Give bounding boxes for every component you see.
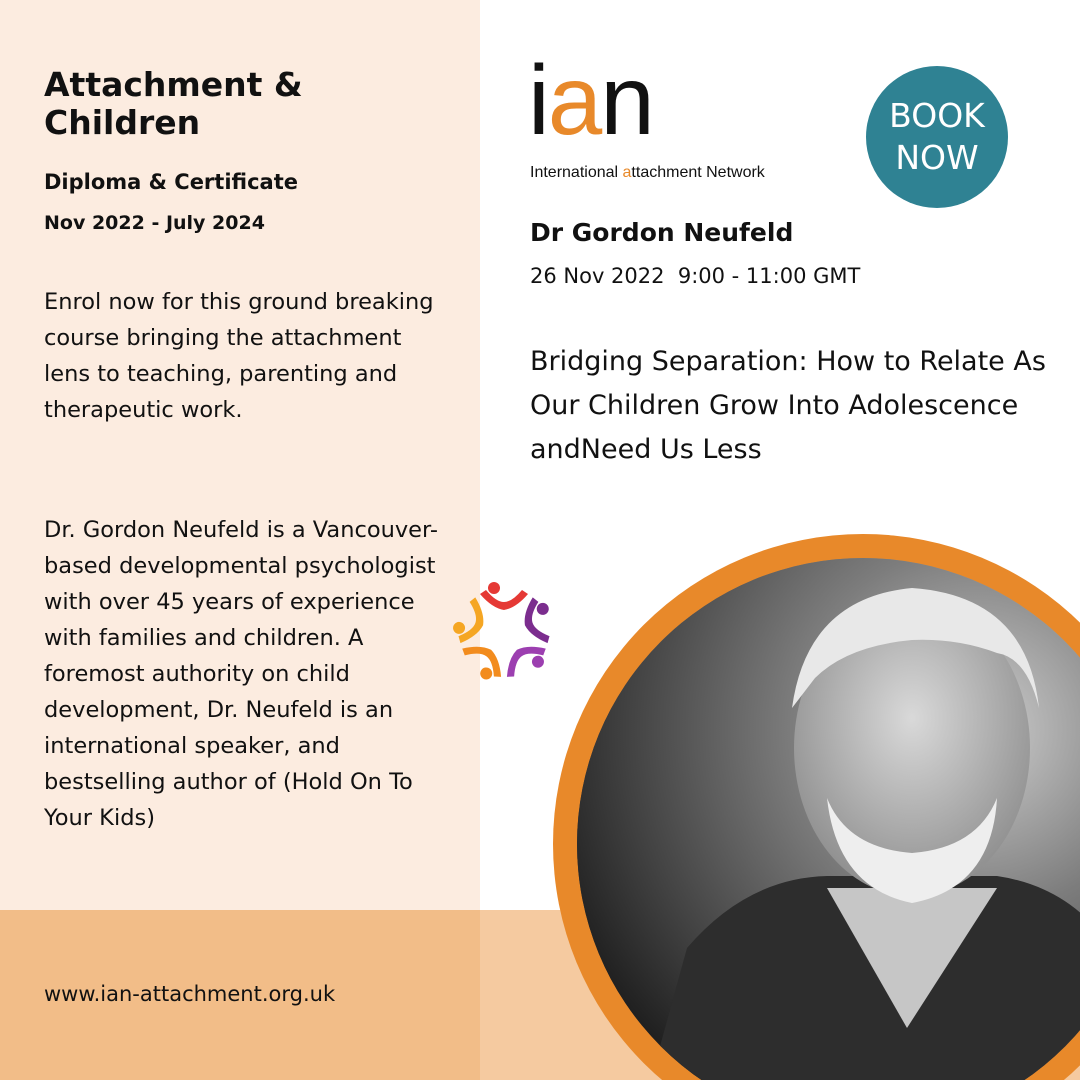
logo-wordmark xyxy=(528,45,653,155)
logo-letter-n: n xyxy=(600,45,653,155)
logo-letter-i: i xyxy=(528,45,548,155)
ian-logo xyxy=(528,45,828,190)
website-link[interactable]: www.ian-attachment.org.uk xyxy=(44,982,336,1006)
talk-title: Bridging Separation: How to Relate As Our Children Grow Into Adolescence andNeed Us Less xyxy=(530,346,1046,465)
tagline-accent: a xyxy=(622,164,632,181)
tagline-pre: International xyxy=(530,164,623,181)
event-datetime: 26 Nov 2022 9:00 - 11:00 GMT xyxy=(530,264,861,288)
people-circle-icon xyxy=(448,576,560,688)
course-description: Enrol now for this ground breaking course bringing the attachment lens to teaching, parenting and therapeutic work. xyxy=(44,289,434,423)
book-now-line1: BOOK xyxy=(889,96,985,135)
logo-letter-a: a xyxy=(547,45,601,155)
logo-tagline xyxy=(530,164,765,182)
course-title: Attachment & Children xyxy=(44,65,303,142)
speaker-name: Dr Gordon Neufeld xyxy=(530,218,794,247)
emblem-figure-violet xyxy=(498,636,553,687)
emblem-figure-orange xyxy=(455,636,510,687)
emblem-figure-red xyxy=(480,582,528,610)
emblem-figure-amber xyxy=(449,594,490,648)
emblem-figure-purple xyxy=(518,594,559,648)
speaker-bio: Dr. Gordon Neufeld is a Vancouver-based developmental psychologist with over 45 years of experience with families and children. A foremost authority on child development, Dr. Neufeld is an international speaker, and bestselling author of (Hold On To Your Kids) xyxy=(44,517,438,831)
tagline-post: ttachment Network xyxy=(631,164,765,181)
course-dates: Nov 2022 - July 2024 xyxy=(44,212,265,234)
course-subtitle: Diploma & Certificate xyxy=(44,170,298,194)
book-now-line2: NOW xyxy=(895,138,979,177)
book-now-button[interactable] xyxy=(866,66,1008,208)
